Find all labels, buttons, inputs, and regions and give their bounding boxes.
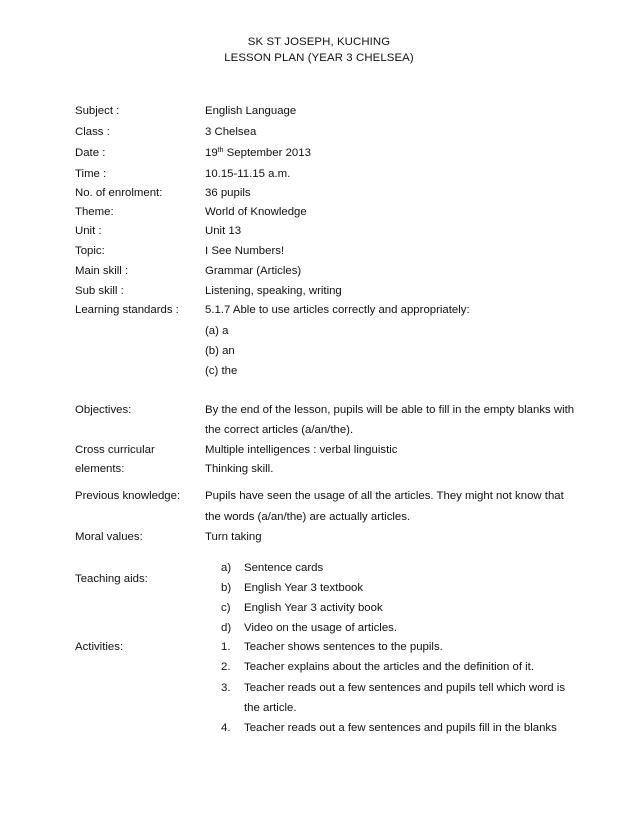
school-name: SK ST JOSEPH, KUCHING	[247, 36, 391, 48]
activity-marker: 1.	[221, 641, 231, 653]
subject-label: Subject :	[75, 105, 120, 117]
objectives-line: By the end of the lesson, pupils will be able to fill in the empty blanks with	[205, 404, 575, 416]
date-day: 19	[205, 147, 218, 159]
subject-value: English Language	[205, 105, 297, 117]
learning-standard-item: (c) the	[205, 365, 238, 377]
sub-skill-value: Listening, speaking, writing	[205, 285, 342, 297]
activity-item: Teacher shows sentences to the pupils.	[244, 641, 443, 653]
enrolment-label: No. of enrolment:	[75, 187, 163, 199]
teaching-aid-marker: a)	[221, 562, 232, 574]
activity-item: Teacher reads out a few sentences and pupils fill in the blanks	[244, 722, 557, 734]
cross-curricular-label-cont: elements:	[75, 463, 125, 475]
learning-standard-item: (b) an	[205, 345, 235, 357]
learning-standard-item: (a) a	[205, 325, 229, 337]
learning-standards-label: Learning standards :	[75, 304, 179, 316]
activity-marker: 2.	[221, 661, 231, 673]
theme-label: Theme:	[75, 206, 114, 218]
teaching-aid-marker: c)	[221, 602, 231, 614]
main-skill-value: Grammar (Articles)	[205, 265, 302, 277]
date-label: Date :	[75, 147, 106, 159]
cross-curricular-line: Multiple intelligences : verbal linguistic	[205, 444, 398, 456]
previous-knowledge-line: Pupils have seen the usage of all the articles. They might not know that	[205, 490, 564, 502]
teaching-aid-marker: d)	[221, 622, 232, 634]
unit-value: Unit 13	[205, 225, 242, 237]
topic-label: Topic:	[75, 245, 105, 257]
unit-label: Unit :	[75, 225, 102, 237]
cross-curricular-label: Cross curricular	[75, 444, 155, 456]
time-value: 10.15-11.15 a.m.	[205, 168, 291, 180]
enrolment-value: 36 pupils	[205, 187, 251, 199]
sub-skill-label: Sub skill :	[75, 285, 124, 297]
teaching-aid-item: English Year 3 textbook	[244, 582, 364, 594]
time-label: Time :	[75, 168, 107, 180]
main-skill-label: Main skill :	[75, 265, 129, 277]
date-rest: September 2013	[223, 147, 311, 159]
moral-values-value: Turn taking	[205, 531, 262, 543]
objectives-label: Objectives:	[75, 404, 132, 416]
teaching-aid-item: Video on the usage of articles.	[244, 622, 398, 634]
objectives-line: the correct articles (a/an/the).	[205, 424, 354, 436]
activity-marker: 4.	[221, 722, 231, 734]
class-label: Class :	[75, 126, 110, 138]
theme-value: World of Knowledge	[205, 206, 307, 218]
learning-standards-value: 5.1.7 Able to use articles correctly and appropriately:	[205, 304, 470, 316]
date-value	[205, 147, 311, 159]
plan-title: LESSON PLAN (YEAR 3 CHELSEA)	[224, 52, 414, 64]
teaching-aid-item: English Year 3 activity book	[244, 602, 383, 614]
topic-value: I See Numbers!	[205, 245, 285, 257]
teaching-aid-item: Sentence cards	[244, 562, 324, 574]
activity-item: Teacher explains about the articles and the definition of it.	[244, 661, 535, 673]
date-suffix: th	[217, 147, 224, 154]
class-value: 3 Chelsea	[205, 126, 257, 138]
activity-marker: 3.	[221, 682, 231, 694]
previous-knowledge-label: Previous knowledge:	[75, 490, 181, 502]
activity-item-cont: the article.	[244, 702, 297, 714]
previous-knowledge-line: the words (a/an/the) are actually articles.	[205, 511, 411, 523]
teaching-aid-marker: b)	[221, 582, 232, 594]
teaching-aids-label: Teaching aids:	[75, 573, 148, 585]
cross-curricular-line: Thinking skill.	[205, 463, 274, 475]
activities-label: Activities:	[75, 641, 124, 653]
moral-values-label: Moral values:	[75, 531, 143, 543]
activity-item: Teacher reads out a few sentences and pupils tell which word is	[244, 682, 566, 694]
